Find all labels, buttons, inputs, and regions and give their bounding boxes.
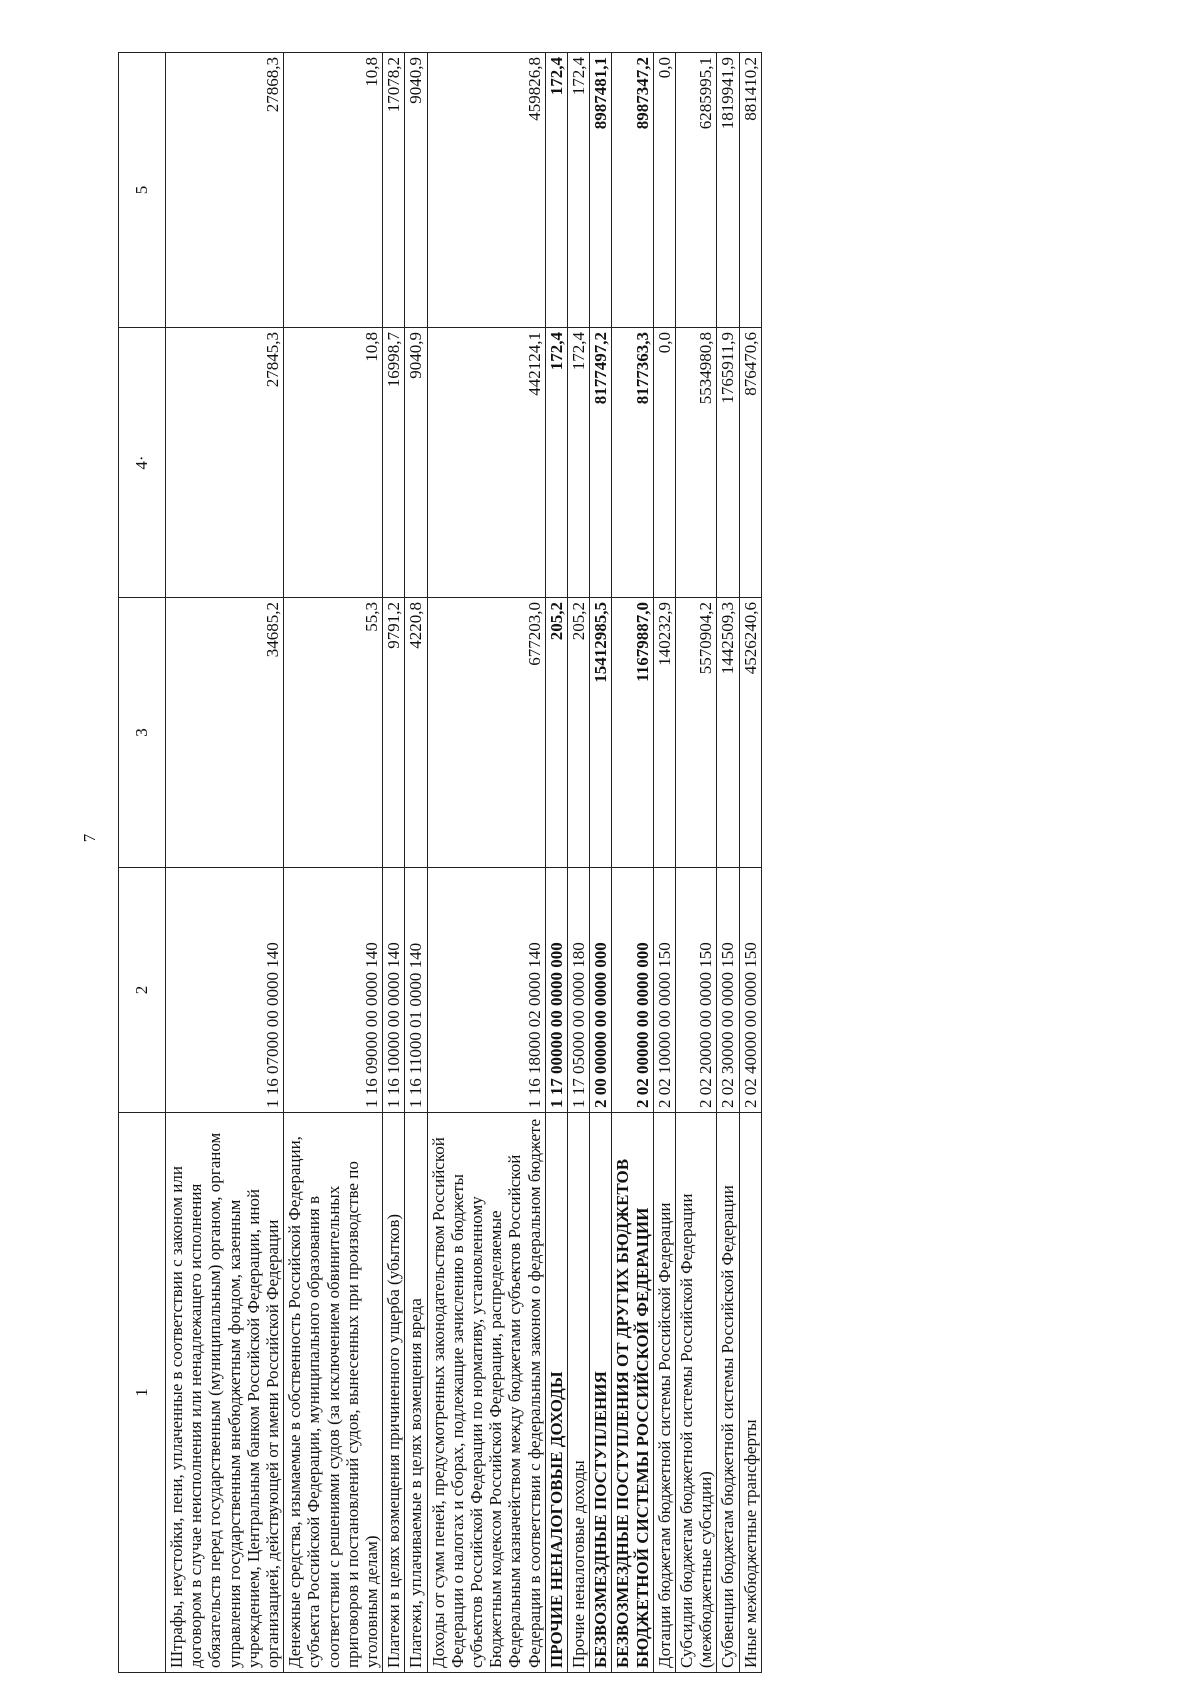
column-4-value: 16998,7 [383,328,405,598]
table-row [676,53,717,1673]
column-5-value: 459826,8 [427,53,545,328]
budget-income-table [118,52,762,1673]
table-header-row [119,53,166,1673]
budget-code-cell: 2 00 00000 00 0000 000 [590,868,612,1113]
table-body [166,53,762,1673]
page-number: 7 [80,833,99,843]
table-row [590,53,612,1673]
column-4-value: 8177363,3 [612,328,653,598]
column-3-value: 5570904,2 [676,598,717,868]
table-row [568,53,590,1673]
table-row [405,53,427,1673]
row-name-cell: Субвенции бюджетам бюджетной системы Российской Федерации [717,1113,739,1673]
column-4-value: 9040,9 [405,328,427,598]
column-5-value: 172,4 [545,53,567,328]
budget-code-cell: 1 16 09000 00 0000 140 [284,868,383,1113]
table-row [717,53,739,1673]
column-header: 3 [119,598,166,868]
row-name-cell: Субсидии бюджетам бюджетной системы Российской Федерации (межбюджетные субсидии) [676,1113,717,1673]
column-4-value: 1765911,9 [717,328,739,598]
table-row [739,53,761,1673]
row-name-cell: ПРОЧИЕ НЕНАЛОГОВЫЕ ДОХОДЫ [545,1113,567,1673]
table-row [612,53,653,1673]
column-3-value: 55,3 [284,598,383,868]
row-name-cell: Платежи, уплачиваемые в целях возмещения вреда [405,1113,427,1673]
column-4-value: 10,8 [284,328,383,598]
table-row [545,53,567,1673]
row-name-cell: БЕЗВОЗМЕЗДНЫЕ ПОСТУПЛЕНИЯ [590,1113,612,1673]
column-4-value: 0,0 [653,328,675,598]
column-3-value: 1442509,3 [717,598,739,868]
row-name-cell: Иные межбюджетные трансферты [739,1113,761,1673]
budget-code-cell: 1 16 07000 00 0000 140 [166,868,284,1113]
column-3-value: 4526240,6 [739,598,761,868]
column-4-value: 172,4 [568,328,590,598]
budget-code-cell: 1 16 10000 00 0000 140 [383,868,405,1113]
column-3-value: 205,2 [545,598,567,868]
column-5-value: 6285995,1 [676,53,717,328]
column-header: 1 [119,1113,166,1673]
column-4-value: 8177497,2 [590,328,612,598]
column-3-value: 15412985,5 [590,598,612,868]
budget-code-cell: 1 16 18000 02 0000 140 [427,868,545,1113]
budget-code-cell: 2 02 40000 00 0000 150 [739,868,761,1113]
budget-code-cell: 2 02 00000 00 0000 000 [612,868,653,1113]
row-name-cell: Дотации бюджетам бюджетной системы Российской Федерации [653,1113,675,1673]
budget-code-cell: 2 02 20000 00 0000 150 [676,868,717,1113]
budget-code-cell: 1 17 05000 00 0000 180 [568,868,590,1113]
column-5-value: 9040,9 [405,53,427,328]
column-3-value: 4220,8 [405,598,427,868]
column-3-value: 34685,2 [166,598,284,868]
column-header: 2 [119,868,166,1113]
column-3-value: 9791,2 [383,598,405,868]
row-name-cell: Платежи в целях возмещения причиненного ущерба (убытков) [383,1113,405,1673]
column-4-value: 172,4 [545,328,567,598]
row-name-cell: Денежные средства, изымаемые в собственность Российской Федерации, субъекта Российской Федерации, муниципального образования в соответствии с решениями судов (за исключением обвинительных приговоров и постановлений судов, вынесенных при производстве по уголовным делам) [284,1113,383,1673]
column-5-value: 1819941,9 [717,53,739,328]
budget-code-cell: 2 02 10000 00 0000 150 [653,868,675,1113]
column-5-value: 8987347,2 [612,53,653,328]
column-5-value: 8987481,1 [590,53,612,328]
column-5-value: 27868,3 [166,53,284,328]
column-3-value: 140232,9 [653,598,675,868]
table-row [653,53,675,1673]
row-name-cell: Прочие неналоговые доходы [568,1113,590,1673]
table-row [427,53,545,1673]
column-5-value: 10,8 [284,53,383,328]
column-4-value: 27845,3 [166,328,284,598]
column-5-value: 172,4 [568,53,590,328]
column-3-value: 677203,0 [427,598,545,868]
row-name-cell: Доходы от сумм пеней, предусмотренных законодательством Российской Федерации о налогах и сборах, подлежащие зачислению в бюджеты субъектов Российской Федерации по нормативу, установленному Бюджетным кодексом Российской Федерации, распределяемые Федеральным казначейством между бюджетами субъектов Российской Федерации в соответствии с федеральным законом о федеральном бюджете [427,1113,545,1673]
column-4-value: 442124,1 [427,328,545,598]
column-5-value: 17078,2 [383,53,405,328]
row-name-cell: Штрафы, неустойки, пени, уплаченные в соответствии с законом или договором в случае неисполнения или ненадлежащего исполнения обязательств перед государственным (муниципальным) органом, органом управления государственным внебюджетным фондом, казенным учреждением, Центральным банком Российской Федерации, иной организацией, действующей от имени Российской Федерации [166,1113,284,1673]
column-header: 5 [119,53,166,328]
table-row [383,53,405,1673]
table-row [284,53,383,1673]
column-4-value: 876470,6 [739,328,761,598]
column-3-value: 205,2 [568,598,590,868]
column-5-value: 881410,2 [739,53,761,328]
column-header: 4· [119,328,166,598]
budget-code-cell: 1 17 00000 00 0000 000 [545,868,567,1113]
row-name-cell: БЕЗВОЗМЕЗДНЫЕ ПОСТУПЛЕНИЯ ОТ ДРУГИХ БЮДЖЕТОВ БЮДЖЕТНОЙ СИСТЕМЫ РОССИЙСКОЙ ФЕДЕРАЦИИ [612,1113,653,1673]
table-row [166,53,284,1673]
column-5-value: 0,0 [653,53,675,328]
budget-code-cell: 1 16 11000 01 0000 140 [405,868,427,1113]
budget-code-cell: 2 02 30000 00 0000 150 [717,868,739,1113]
column-4-value: 5534980,8 [676,328,717,598]
column-3-value: 11679887,0 [612,598,653,868]
